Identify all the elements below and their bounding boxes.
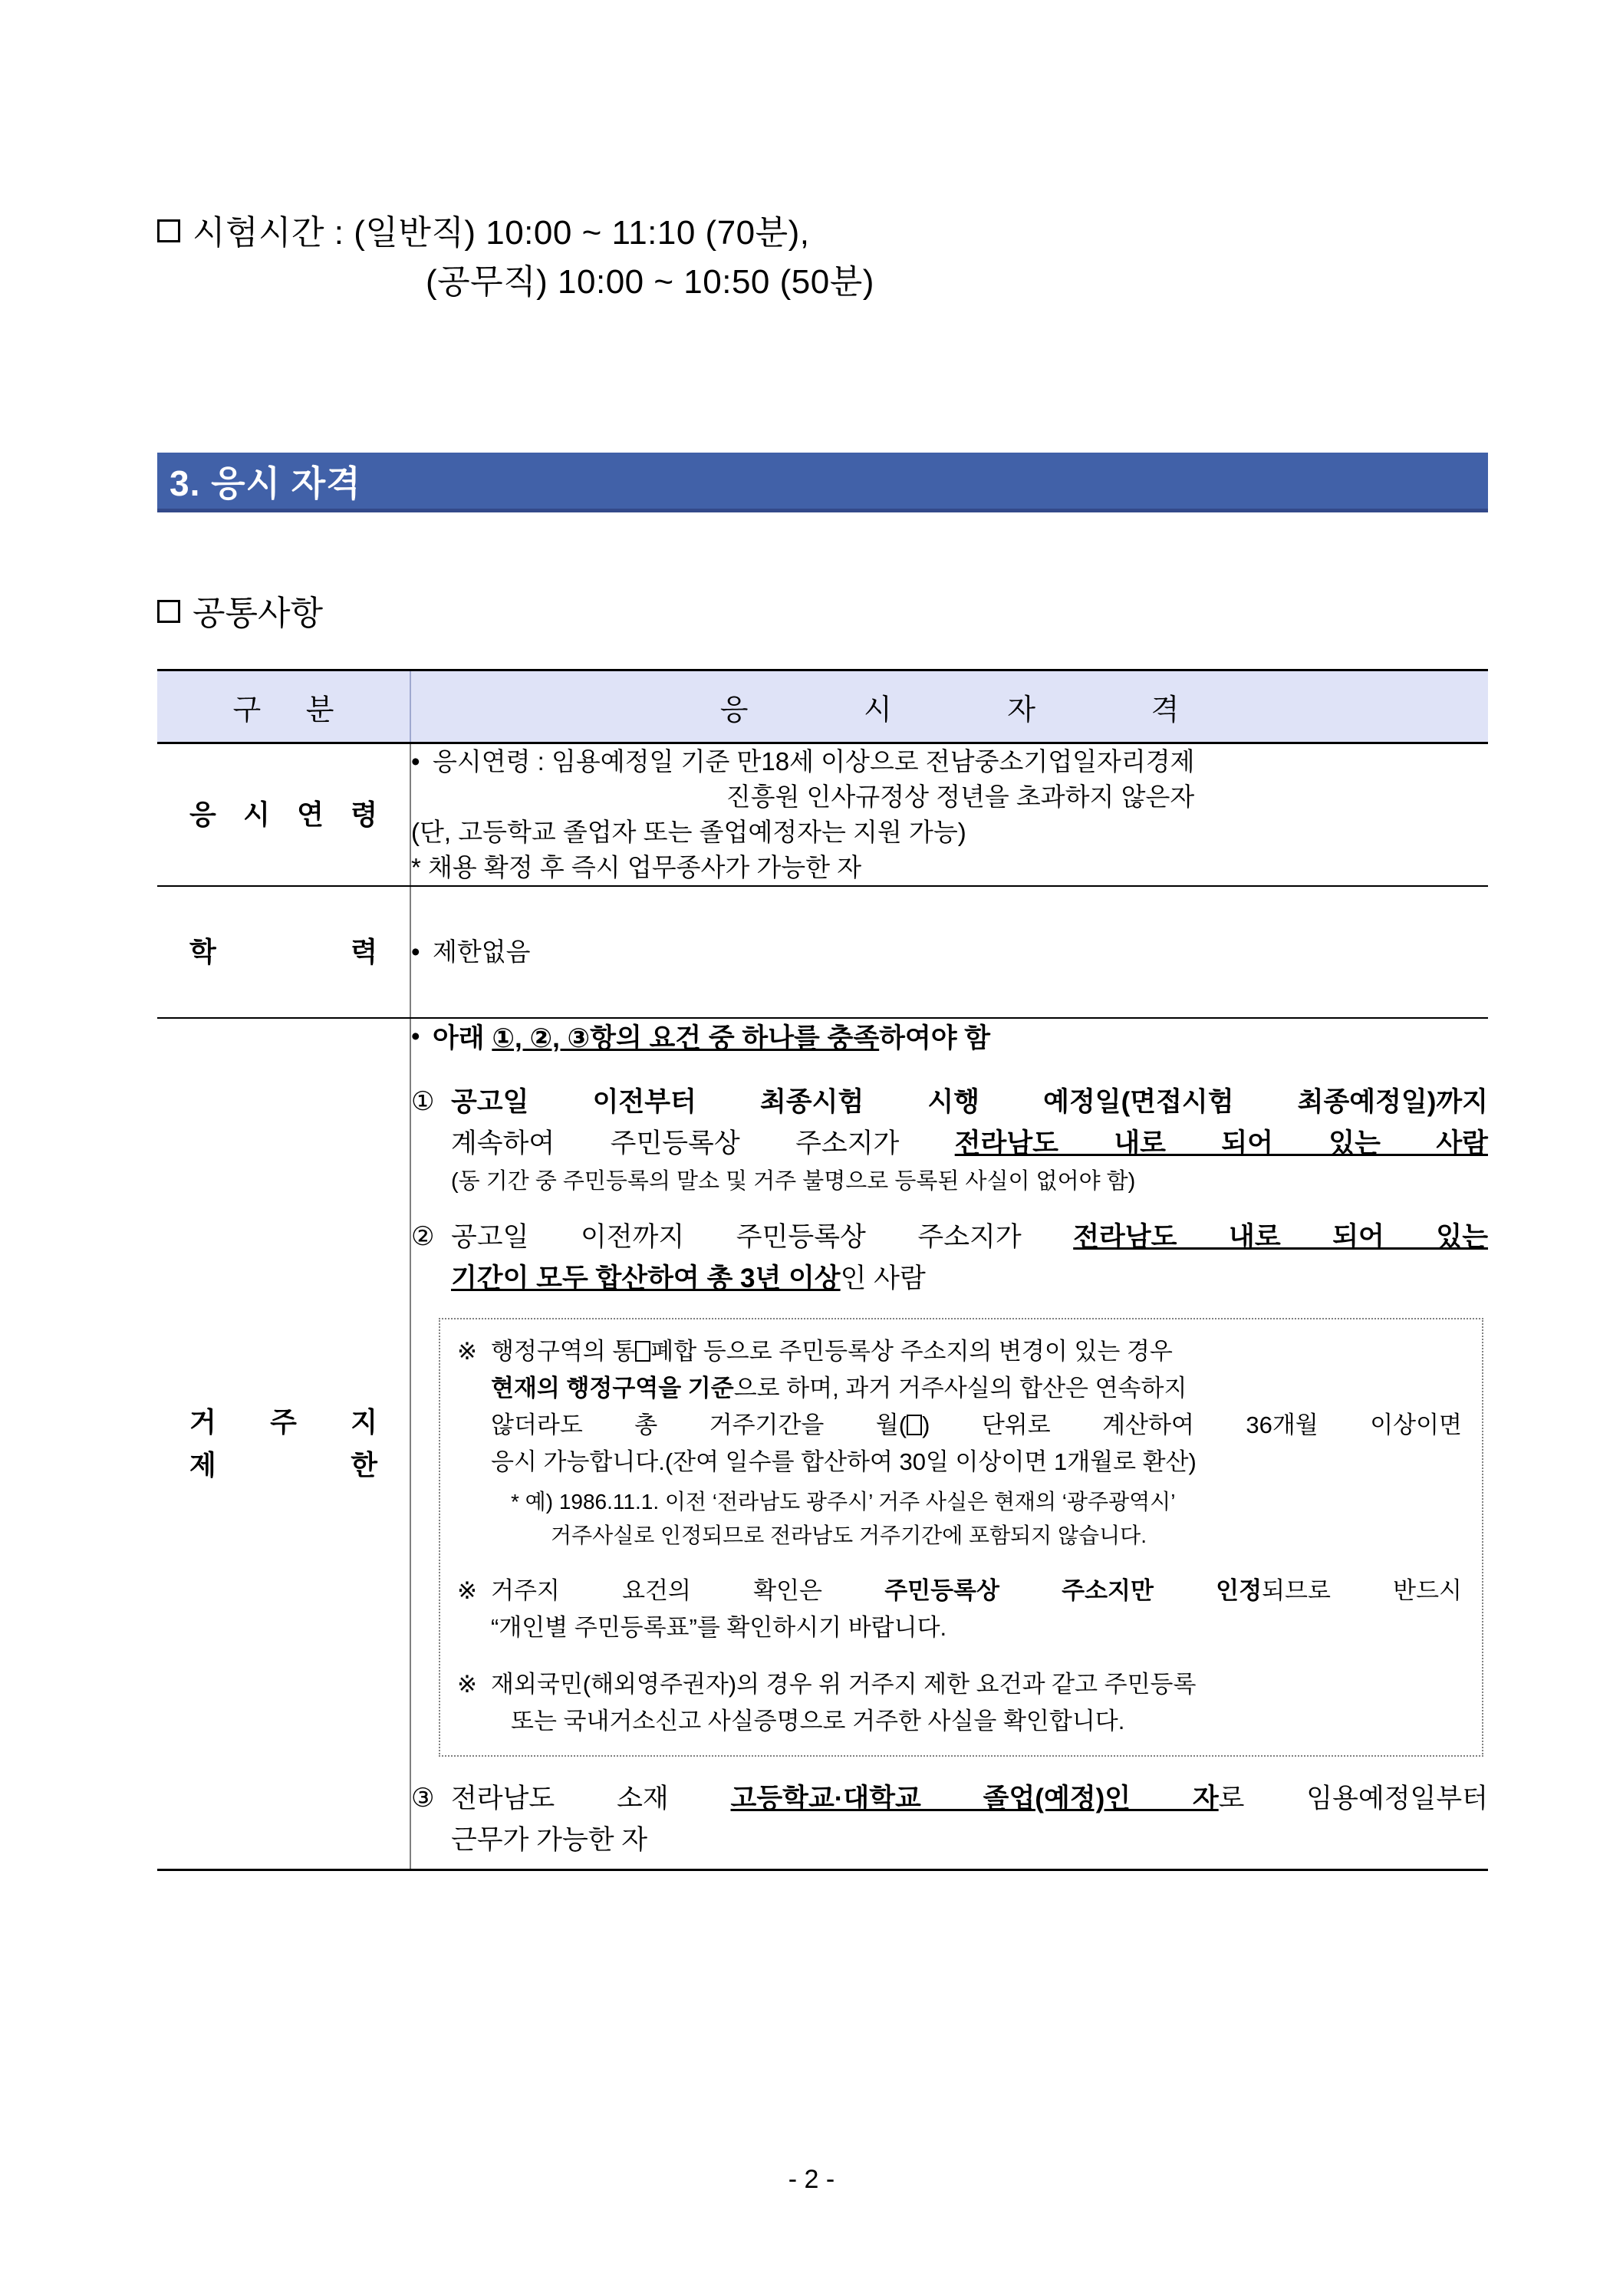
age-line-2: 진흥원 인사규정상 정년을 초과하지 않은자 <box>726 782 1195 811</box>
table-row-residency <box>157 1018 1488 1870</box>
note-item-2-marker: ※ <box>457 1577 477 1604</box>
note-item-2-line1-post: 되므로 반드시 <box>1262 1577 1462 1604</box>
section-heading-bar <box>157 453 1488 512</box>
age-bullet-item <box>411 744 1488 815</box>
residency-item-1-line2-emphasis: 전라남도 내로 되어 있는 사람 <box>954 1128 1488 1158</box>
note-item-1-line1-pre: 행정구역의 통 <box>491 1338 636 1365</box>
residency-item-2-line2-post: 인 사람 <box>840 1263 926 1293</box>
note-item-1-line3-pre: 않더라도 총 거주기간을 월( <box>491 1412 907 1438</box>
age-line-3: (단, 고등학교 졸업자 또는 졸업예정자는 지원 가능) <box>411 818 966 846</box>
note-item-2 <box>457 1573 1462 1646</box>
note-item-1-marker: ※ <box>457 1338 477 1365</box>
age-line-4: * 채용 확정 후 즉시 업무종사가 가능한 자 <box>411 853 862 881</box>
note-item-1-body <box>491 1333 1462 1553</box>
note-item-3-line2: 또는 국내거소신고 사실증명으로 거주한 사실을 확인합니다. <box>511 1708 1125 1734</box>
exam-time-line-2 <box>157 258 1492 307</box>
residency-item-2-line2-emphasis: 기간이 모두 합산하여 총 3년 이상 <box>451 1263 841 1293</box>
qualification-table <box>157 669 1488 1871</box>
table-row-residency-label-cell <box>157 1018 410 1870</box>
table-header-cell-qualification <box>410 670 1488 743</box>
note-item-1-line2-post: 으로 하며, 과거 거주사실의 합산은 연속하지 <box>733 1375 1187 1402</box>
residency-item-1-line2-pre: 계속하여 주민등록상 주소지가 <box>451 1128 955 1158</box>
note-item-1-sub-line1: * 예) 1986.11.1. 이전 ‘전라남도 광주시’ 거주 사실은 현재의 ‘광주광역시’ <box>511 1490 1176 1514</box>
table-row-residency-label-line1: 거 주 지 <box>189 1406 377 1438</box>
residency-item-3-line2: 근무가 가능한 자 <box>451 1825 648 1855</box>
note-item-3-body <box>491 1666 1462 1740</box>
table-row-age-label: 응 시 연 령 <box>189 799 377 830</box>
residency-heading-item <box>411 1019 1488 1059</box>
residency-heading-post: 하여야 함 <box>879 1023 991 1053</box>
table-row-education-label-cell <box>157 886 410 1018</box>
table-row-education-body-cell <box>410 886 1488 1018</box>
exam-time-line-1 <box>157 209 1492 258</box>
residency-item-2-line1-pre: 공고일 이전까지 주민등록상 주소지가 <box>451 1222 1074 1252</box>
bullet-dot-icon: • <box>411 1022 420 1050</box>
table-row-age-body-cell <box>410 743 1488 887</box>
note-item-3-line1: 재외국민(해외영주권자)의 경우 위 거주지 제한 요건과 같고 주민등록 <box>491 1671 1197 1698</box>
table-row-education <box>157 886 1488 1018</box>
residency-item-2-body <box>451 1217 1488 1300</box>
residency-item-3-line1-pre: 전라남도 소재 <box>451 1784 731 1813</box>
residency-item-3 <box>411 1778 1488 1861</box>
page-number: - 2 - <box>788 2165 835 2194</box>
residency-item-1 <box>411 1082 1488 1198</box>
exam-time-line-1-text: 시험시간 : (일반직) 10:00 ~ 11:10 (70분), <box>193 214 810 252</box>
missing-glyph-box-icon <box>907 1415 922 1435</box>
exam-time-block <box>157 209 1492 307</box>
note-item-1-line2 <box>491 1370 1462 1407</box>
table-row-residency-label-line2: 제 한 <box>189 1449 377 1481</box>
residency-item-1-note: (동 기간 중 주민등록의 말소 및 거주 불명으로 등록된 사실이 없어야 함) <box>451 1169 1136 1194</box>
table-row-age-label-cell <box>157 743 410 887</box>
square-bullet-icon <box>157 600 180 623</box>
residency-item-2-line1-emphasis: 전라남도 내로 되어 있는 <box>1073 1222 1489 1252</box>
residency-item-3-body <box>451 1778 1488 1861</box>
residency-heading-underlined: ①, ②, ③항의 요건 중 하나를 충족 <box>492 1023 880 1053</box>
note-item-1 <box>457 1333 1462 1553</box>
note-item-1-line2-emphasis: 현재의 행정구역을 기준 <box>491 1375 734 1402</box>
missing-glyph-box-icon <box>635 1341 650 1362</box>
note-item-2-body <box>491 1573 1462 1646</box>
table-row-education-label: 학 력 <box>189 936 377 967</box>
square-bullet-icon <box>157 219 180 242</box>
note-item-1-line3-post: ) 단위로 계산하여 36개월 이상이면 <box>922 1412 1462 1438</box>
note-item-1-line1 <box>491 1333 1462 1370</box>
note-item-1-line1-post: 폐합 등으로 주민등록상 주소지의 변경이 있는 경우 <box>650 1338 1173 1365</box>
residency-item-1-marker: ① <box>411 1087 435 1116</box>
bullet-dot-icon: • <box>411 747 420 776</box>
age-bullet-text <box>433 744 1488 815</box>
residency-item-1-line1: 공고일 이전부터 최종시험 시행 예정일(면접시험 최종예정일)까지 <box>451 1087 1488 1117</box>
residency-item-3-marker: ③ <box>411 1784 435 1813</box>
exam-time-line-2-text: (공무직) 10:00 ~ 10:50 (50분) <box>426 263 874 301</box>
note-item-3-marker: ※ <box>457 1671 477 1698</box>
residency-item-2 <box>411 1217 1488 1300</box>
note-item-1-line4: 응시 가능합니다.(잔여 일수를 합산하여 30일 이상이면 1개월로 환산) <box>491 1448 1197 1475</box>
residency-item-1-line2 <box>451 1123 1488 1164</box>
bullet-dot-icon: • <box>411 937 420 966</box>
note-item-1-line3 <box>491 1407 1462 1444</box>
table-header-category-text: 구 분 <box>232 693 353 726</box>
note-item-1-sub-line2: 거주사실로 인정되므로 전라남도 거주기간에 포함되지 않습니다. <box>551 1524 1147 1547</box>
residency-item-1-body <box>451 1082 1488 1198</box>
residency-note-box <box>439 1318 1483 1757</box>
education-bullet-text: 제한없음 <box>433 937 531 966</box>
residency-item-3-line1-emphasis: 고등학교·대학교 졸업(예정)인 자 <box>730 1784 1219 1813</box>
residency-heading-text <box>433 1019 1488 1059</box>
residency-item-3-line1 <box>451 1778 1488 1820</box>
residency-item-2-marker: ② <box>411 1222 435 1251</box>
table-row-residency-body-cell <box>410 1018 1488 1870</box>
note-item-2-line1 <box>491 1573 1462 1609</box>
note-item-3 <box>457 1666 1462 1740</box>
residency-item-2-line1 <box>451 1217 1488 1258</box>
table-header-cell-category <box>157 670 410 743</box>
residency-item-2-line2 <box>451 1258 1488 1300</box>
note-item-2-line1-pre: 거주지 요건의 확인은 <box>491 1577 885 1604</box>
age-line-1: 응시연령 : 임용예정일 기준 만18세 이상으로 전남중소기업일자리경제 <box>433 747 1195 776</box>
note-item-2-line1-emphasis: 주민등록상 주소지만 인정 <box>884 1577 1263 1604</box>
subheading-common-items <box>157 592 323 635</box>
table-row-age <box>157 743 1488 887</box>
note-item-2-line2: “개인별 주민등록표”를 확인하시기 바랍니다. <box>491 1614 947 1641</box>
table-header-qualification-text: 응 시 자 격 <box>719 693 1233 726</box>
education-bullet-item <box>411 934 1488 970</box>
residency-item-3-line1-post: 로 임용예정일부터 <box>1218 1784 1488 1813</box>
residency-heading-pre: 아래 <box>433 1023 492 1053</box>
table-header-row <box>157 670 1488 743</box>
subheading-text: 공통사항 <box>193 595 324 632</box>
section-heading-title: 3. 응시 자격 <box>170 463 361 503</box>
note-item-1-sub <box>491 1485 1462 1553</box>
